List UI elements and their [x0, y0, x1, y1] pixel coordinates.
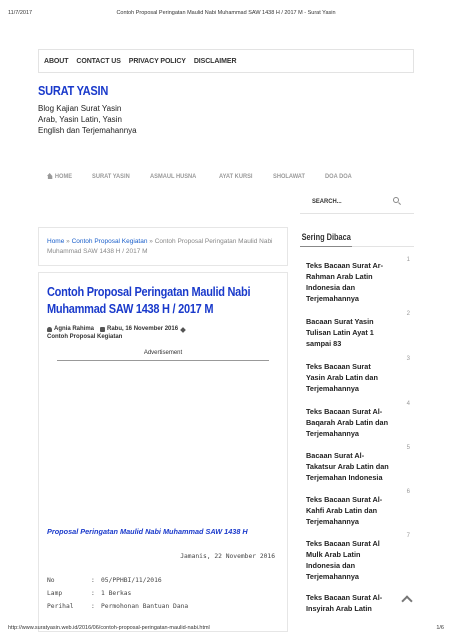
- breadcrumb: [38, 227, 288, 266]
- document-date: Jamanis, 22 November 2016: [180, 553, 275, 560]
- topnav-about-link[interactable]: ABOUT: [44, 57, 69, 65]
- breadcrumb-category-link[interactable]: Contoh Proposal Kegiatan: [71, 238, 148, 245]
- search-box[interactable]: [300, 190, 414, 214]
- mainnav-home-label: HOME: [54, 172, 73, 180]
- mainnav-doa-doa-link[interactable]: DOA DOA: [325, 172, 353, 180]
- breadcrumb-separator: »: [147, 238, 155, 245]
- popular-post-link[interactable]: Teks Bacaan Surat Ar- Rahman Arab Latin Indonesia dan Terjemahannya: [306, 261, 384, 303]
- popular-rank: 1: [406, 257, 410, 263]
- mainnav-sholawat-link[interactable]: SHOLAWAT: [273, 172, 306, 180]
- print-date: 11/7/2017: [8, 10, 33, 16]
- tag-icon: [180, 327, 186, 333]
- popular-post-link[interactable]: Teks Bacaan Surat Al- Baqarah Arab Latin dan Terjemahannya: [306, 407, 389, 438]
- popular-rank: 4: [406, 401, 410, 407]
- post-title-line: Contoh Proposal Peringatan Maulid Nabi: [47, 285, 251, 299]
- popular-rank: 5: [406, 445, 410, 451]
- popular-rank: 7: [406, 533, 410, 539]
- post-title-line: Muhammad SAW 1438 H / 2017 M: [47, 302, 214, 316]
- topnav-disclaimer-link[interactable]: DISCLAIMER: [193, 57, 237, 65]
- popular-post-link[interactable]: Bacaan Surat Yasin Tulisan Latin Ayat 1 sampai 83: [306, 317, 374, 348]
- field-value: Permohonan Bantuan Dana: [101, 603, 189, 610]
- popular-post-link[interactable]: Teks Bacaan Surat Yasin Arab Latin dan Terjemahannya: [306, 362, 378, 393]
- popular-rank: 6: [406, 489, 410, 495]
- home-icon: [47, 173, 53, 179]
- breadcrumb-current: Contoh Proposal Peringatan Maulid Nabi Muhammad SAW 1438 H / 2017 M: [47, 238, 273, 255]
- topnav-contact-link[interactable]: CONTACT US: [76, 57, 121, 65]
- print-footer: [8, 625, 444, 633]
- sidebar-title: Sering Dibaca: [301, 232, 351, 242]
- document-heading: Proposal Peringatan Maulid Nabi Muhammad SAW 1438 H: [47, 527, 248, 536]
- field-value: 1 Berkas: [101, 590, 132, 597]
- post-title: [47, 284, 251, 318]
- user-icon: [47, 327, 52, 332]
- site-title[interactable]: SURAT YASIN: [38, 83, 109, 98]
- print-title: Contoh Proposal Peringatan Maulid Nabi Muhammad SAW 1438 H / 2017 M - Surat Yasin: [116, 10, 336, 16]
- popular-post-link[interactable]: Teks Bacaan Surat Al- Kahfi Arab Latin dan Terjemahannya: [306, 495, 383, 526]
- scroll-to-top-button[interactable]: [400, 594, 414, 604]
- post-article: [38, 272, 288, 632]
- document-field-no: No : 05/PPHBI/11/2016: [47, 577, 162, 584]
- mainnav-surat-yasin-link[interactable]: SURAT YASIN: [91, 172, 130, 180]
- post-author-link[interactable]: Agnia Rahima: [54, 326, 95, 332]
- popular-rank: 3: [406, 356, 410, 362]
- field-key: Lamp: [47, 590, 63, 597]
- document-field-lamp: Lamp : 1 Berkas: [47, 590, 132, 597]
- search-input[interactable]: SEARCH...: [312, 198, 342, 205]
- search-icon[interactable]: [393, 197, 401, 205]
- print-url: http://www.suratyasin.web.id/2016/06/contoh-proposal-peringatan-maulid-nabi.html: [8, 625, 210, 631]
- field-key: Perihal: [47, 603, 74, 610]
- mainnav-ayat-kursi-link[interactable]: AYAT KURSI: [218, 172, 253, 180]
- sidebar-popular: [300, 226, 414, 613]
- post-date: Rabu, 16 November 2016: [107, 326, 179, 332]
- top-navigation: [38, 49, 414, 73]
- breadcrumb-home-link[interactable]: Home: [47, 238, 65, 245]
- post-category-link[interactable]: Contoh Proposal Kegiatan: [47, 334, 123, 340]
- site-description: Blog Kajian Surat Yasin Arab, Yasin Latin, Yasin English dan Terjemahannya: [38, 104, 137, 135]
- advertisement-divider: [57, 360, 269, 361]
- main-navigation: [38, 171, 414, 181]
- print-page-number: 1/6: [436, 625, 444, 631]
- field-key: No: [47, 577, 55, 584]
- topnav-privacy-link[interactable]: PRIVACY POLICY: [128, 57, 186, 65]
- popular-rank: 2: [406, 311, 410, 317]
- calendar-icon: [100, 327, 105, 332]
- popular-post-link[interactable]: Bacaan Surat Al- Takatsur Arab Latin dan Terjemahan Indonesia: [306, 451, 389, 482]
- mainnav-asmaul-husna-link[interactable]: ASMAUL HUSNA: [150, 172, 197, 180]
- breadcrumb-separator: »: [64, 238, 72, 245]
- popular-post-link[interactable]: Teks Bacaan Surat Al Mulk Arab Latin Indonesia dan Terjemahannya: [306, 539, 380, 581]
- popular-post-link[interactable]: Teks Bacaan Surat Al- Insyirah Arab Latin: [306, 593, 383, 613]
- document-field-perihal: Perihal : Permohonan Bantuan Dana: [47, 603, 189, 610]
- field-value: 05/PPHBI/11/2016: [101, 577, 162, 584]
- advertisement-label: Advertisement: [143, 350, 183, 356]
- print-header: [8, 10, 444, 18]
- mainnav-home-link[interactable]: [47, 173, 72, 180]
- sidebar-title-underline: [300, 246, 414, 247]
- post-meta: [47, 325, 189, 334]
